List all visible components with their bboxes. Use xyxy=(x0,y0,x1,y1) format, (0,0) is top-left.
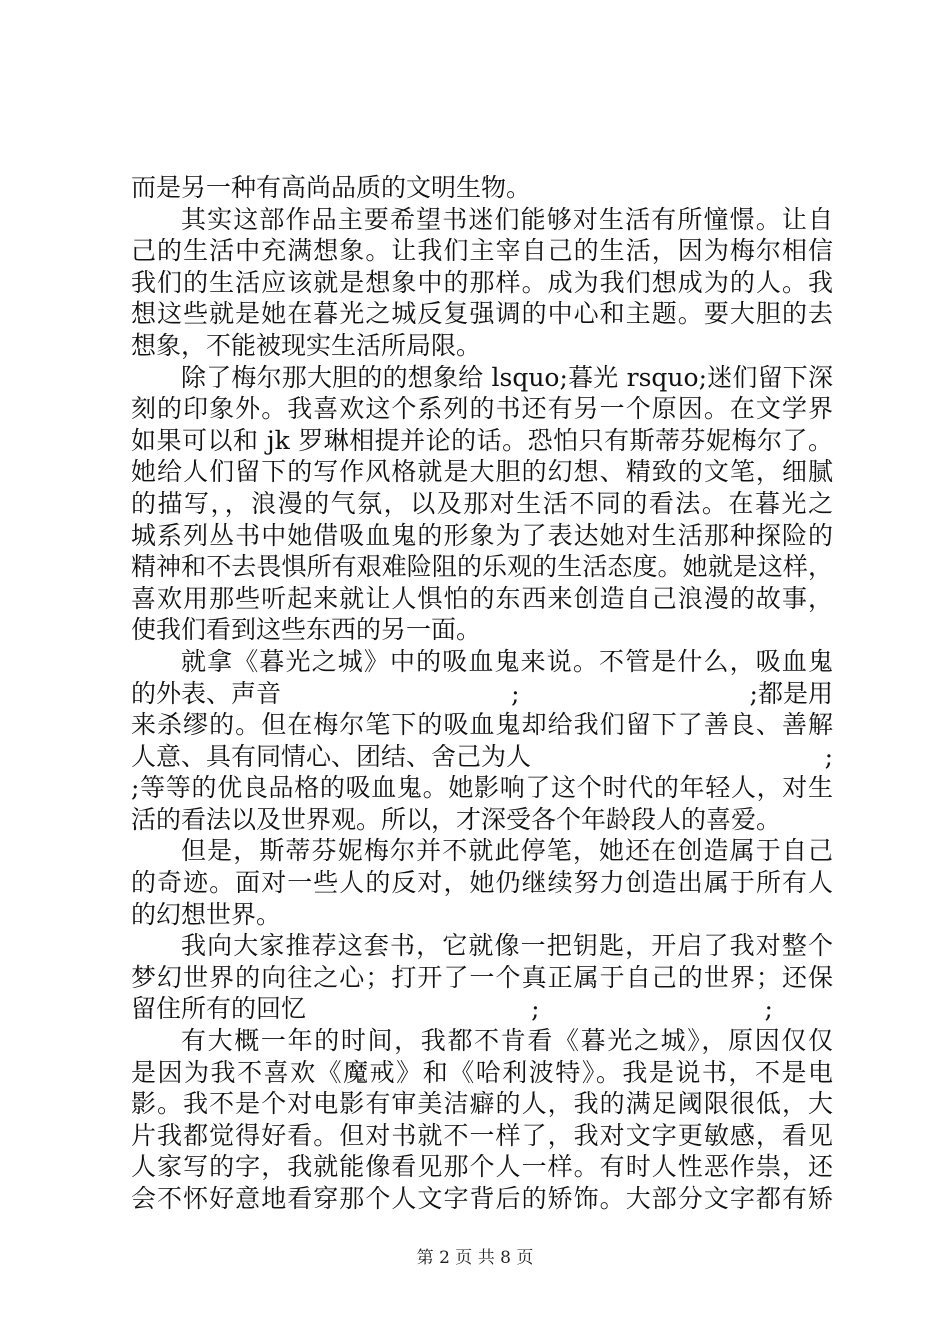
text-segment: 的外表、声音 xyxy=(131,678,282,708)
text-line xyxy=(131,678,833,710)
text-line: 想这些就是她在暮光之城反复强调的中心和主题。要大胆的去 xyxy=(131,299,833,329)
text-line: 想象，不能被现实生活所局限。 xyxy=(131,330,482,360)
text-line: 我向大家推荐这套书，它就像一把钥匙，开启了我对整个 xyxy=(181,931,833,961)
text-line: 的奇迹。面对一些人的反对，她仍继续努力创造出属于所有人 xyxy=(131,868,833,898)
text-line: 她给人们留下的写作风格就是大胆的幻想、精致的文笔，细腻 xyxy=(131,457,833,487)
text-segment: 留住所有的回忆 xyxy=(131,994,307,1024)
text-segment: ; xyxy=(511,678,520,708)
page-number-footer: 第 2 页 共 8 页 xyxy=(416,1248,534,1268)
text-line: 的描写，，浪漫的气氛，以及那对生活不同的看法。在暮光之 xyxy=(131,488,833,518)
text-line: 但是，斯蒂芬妮梅尔并不就此停笔，她还在创造属于自己 xyxy=(181,836,833,866)
text-line: 而是另一种有高尚品质的文明生物。 xyxy=(131,173,532,202)
text-line: 活的看法以及世界观。所以，才深受各个年龄段人的喜爱。 xyxy=(131,804,782,834)
text-line: 我们的生活应该就是想象中的那样。成为我们想成为的人。我 xyxy=(131,267,833,297)
text-line: 有大概一年的时间，我都不肯看《暮光之城》，原因仅仅 xyxy=(181,1026,833,1056)
text-segment: 人意、具有同情心、团结、舍己为人 xyxy=(131,741,532,771)
text-segment: ; xyxy=(824,741,833,771)
text-line: 城系列丛书中她借吸血鬼的形象为了表达她对生活那种探险的 xyxy=(131,520,833,550)
text-line: 梦幻世界的向往之心；打开了一个真正属于自己的世界；还保 xyxy=(131,962,833,992)
text-line: 的幻想世界。 xyxy=(131,899,282,929)
body-text xyxy=(131,172,833,1215)
text-line: 刻的印象外。我喜欢这个系列的书还有另一个原因。在文学界 xyxy=(131,394,833,424)
text-segment: ;都是用 xyxy=(749,678,833,708)
text-line: 就拿《暮光之城》中的吸血鬼来说。不管是什么，吸血鬼 xyxy=(181,646,833,676)
text-segment: ; xyxy=(764,994,773,1024)
text-line: 其实这部作品主要希望书迷们能够对生活有所憧憬。让自 xyxy=(181,204,833,234)
text-line: 来杀缪的。但在梅尔笔下的吸血鬼却给我们留下了善良、善解 xyxy=(131,710,833,740)
text-segment: ; xyxy=(531,994,540,1024)
text-line: 人家写的字，我就能像看见那个人一样。有时人性恶作祟，还 xyxy=(131,1152,833,1182)
text-line: 如果可以和 jk 罗琳相提并论的话。恐怕只有斯蒂芬妮梅尔了。 xyxy=(131,425,833,455)
text-line: 喜欢用那些听起来就让人惧怕的东西来创造自己浪漫的故事， xyxy=(131,583,833,613)
text-line: 己的生活中充满想象。让我们主宰自己的生活，因为梅尔相信 xyxy=(131,236,833,266)
text-line: 会不怀好意地看穿那个人文字背后的矫饰。大部分文字都有矫 xyxy=(131,1184,833,1213)
text-line: ;等等的优良品格的吸血鬼。她影响了这个时代的年轻人，对生 xyxy=(131,773,833,803)
text-line: 片我都觉得好看。但对书就不一样了，我对文字更敏感，看见 xyxy=(131,1120,833,1150)
text-line: 使我们看到这些东西的另一面。 xyxy=(131,615,482,645)
text-line xyxy=(131,741,833,773)
text-line: 是因为我不喜欢《魔戒》和《哈利波特》。我是说书，不是电 xyxy=(131,1057,833,1087)
text-line: 除了梅尔那大胆的的想象给 lsquo;暮光 rsquo;迷们留下深 xyxy=(181,362,833,392)
text-line: 影。我不是个对电影有审美洁癖的人，我的满足阈限很低，大 xyxy=(131,1089,833,1119)
text-line xyxy=(131,993,833,1025)
text-line: 精神和不去畏惧所有艰难险阻的乐观的生活态度。她就是这样， xyxy=(131,552,833,582)
